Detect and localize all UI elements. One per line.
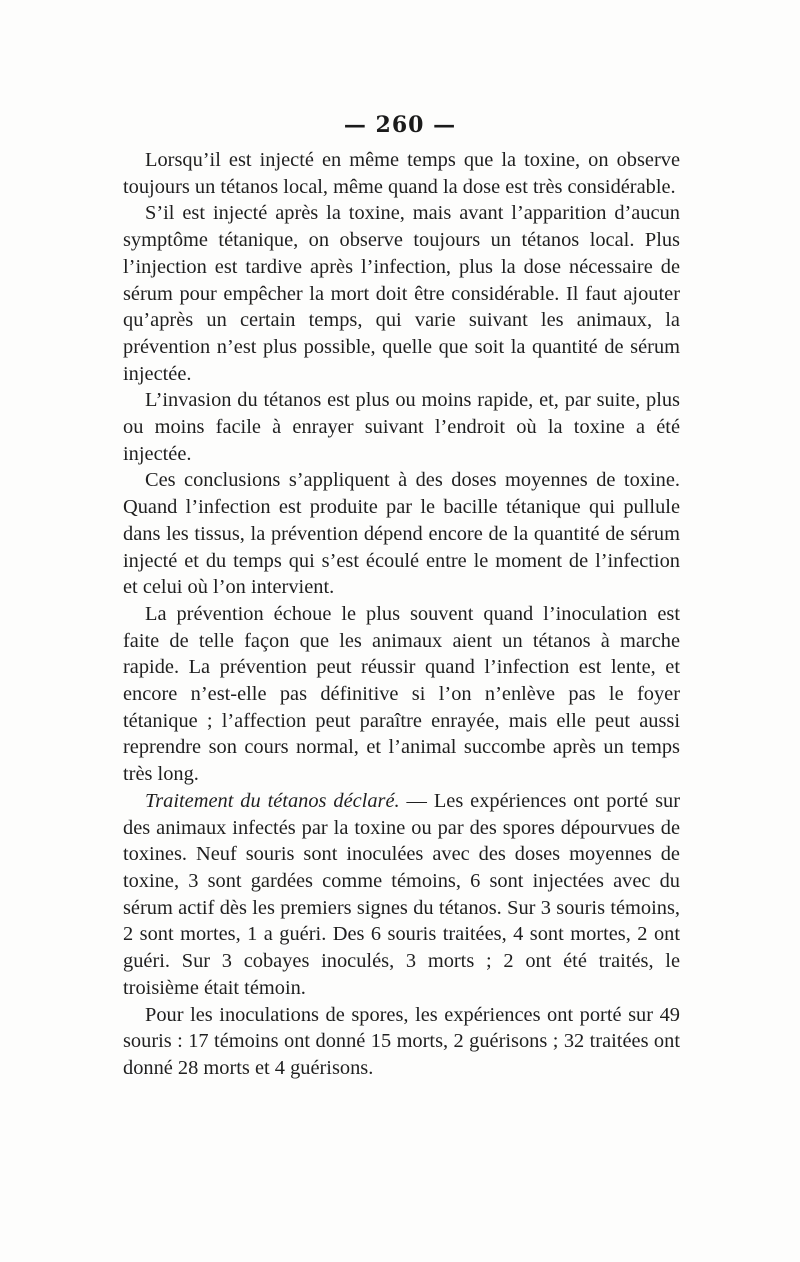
paragraph: S’il est injecté après la toxine, mais avant l’apparition d’aucun symptôme tétanique, on observe toujours un tétanos local. Plus l’injection est tardive après l’infection, plus la dose nécessaire de sérum pour empêcher la mort doit être considérable. Il faut ajouter qu’après un certain temps, qui varie suivant les animaux, la prévention n’est plus possible, quelle que soit la quantité de sérum injectée. xyxy=(123,202,680,385)
paragraph-text: — Les expériences ont porté sur des animaux infectés par la toxine ou par des spores dépourvues de toxines. Neuf souris sont inoculées avec des doses moyennes de toxine, 3 sont gardées comme témoins, 6 sont injectées avec du sérum actif dès les premiers signes du tétanos. Sur 3 souris témoins, 2 sont mortes, 1 a guéri. Des 6 souris traitées, 4 sont mortes, 2 ont guéri. Sur 3 cobayes inoculés, 3 morts ; 2 ont été traités, le troisième était témoin. xyxy=(123,789,680,999)
section-heading: Traitement du tétanos déclaré. xyxy=(145,789,400,812)
paragraph: Ces conclusions s’appliquent à des doses moyennes de toxine. Quand l’infection est produite par le bacille tétanique qui pullule dans les tissus, la prévention dépend encore de la quantité de sérum injecté et du temps qui s’est écoulé entre le moment de l’infection et celui où l’on intervient. xyxy=(123,469,680,599)
paragraph xyxy=(123,788,680,1002)
body-text xyxy=(123,147,680,1082)
paragraph: L’invasion du tétanos est plus ou moins rapide, et, par suite, plus ou moins facile à enrayer suivant l’endroit où la toxine a été injectée. xyxy=(123,389,680,465)
paragraph: Lorsqu’il est injecté en même temps que la toxine, on observe toujours un tétanos local, même quand la dose est très considérable. xyxy=(123,149,680,198)
paragraph: Pour les inoculations de spores, les expériences ont porté sur 49 souris : 17 témoins ont donné 15 morts, 2 guérisons ; 32 traitées ont donné 28 morts et 4 guérisons. xyxy=(123,1003,680,1079)
page-number: — 260 — xyxy=(343,112,457,138)
paragraph: La prévention échoue le plus souvent quand l’inoculation est faite de telle façon que les animaux aient un tétanos à marche rapide. La prévention peut réussir quand l’infection est lente, et encore n’est-elle pas définitive si l’on n’enlève pas le foyer tétanique ; l’affection peut paraître enrayée, mais elle peut aussi reprendre son cours normal, et l’animal succombe après un temps très long. xyxy=(123,602,680,786)
